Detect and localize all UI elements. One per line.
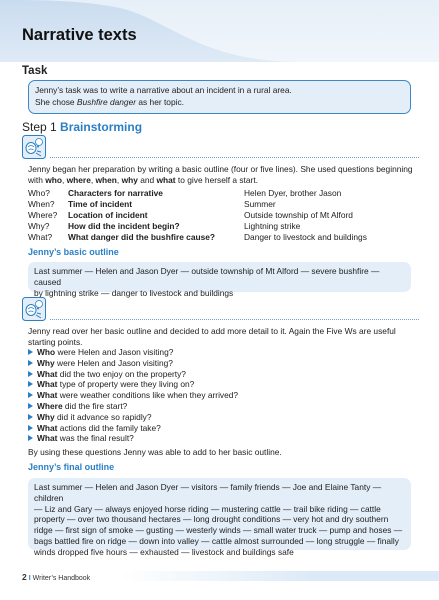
question-row: [28, 221, 418, 232]
page-footer: [22, 572, 90, 584]
book-title: Writer’s Handbook: [32, 575, 91, 582]
bullet-arrow-icon: [28, 381, 33, 387]
reread-line-2: starting points.: [28, 336, 83, 347]
list-item: Who were Helen and Jason visiting?: [28, 347, 418, 358]
task-line-2-prefix: She chose: [35, 96, 77, 107]
question-word: Who?: [28, 188, 50, 198]
task-heading: Task: [22, 65, 48, 77]
final-outline-line: winds dropped five hours — exhausted — livestock and buildings safe: [34, 546, 294, 557]
list-item: What actions did the family take?: [28, 423, 418, 434]
intro-line-1: Jenny began her preparation by writing a basic outline (four or five lines). She used questions beginning: [28, 164, 413, 174]
basic-outline-box: [28, 262, 411, 298]
brainstorm-icon: [22, 135, 46, 159]
footer-band: [120, 571, 439, 581]
task-line-2-suffix: as her topic.: [136, 96, 184, 107]
list-item: What was the final result?: [28, 433, 418, 444]
question-answer: Danger to livestock and buildings: [244, 232, 367, 242]
basic-outline-line-2: by lightning strike — danger to livestock and buildings: [34, 287, 234, 298]
list-item: Where did the fire start?: [28, 401, 418, 412]
final-outline-line: Last summer — Helen and Jason Dyer — visitors — family friends — Joe and Elaine Tanty — children: [34, 482, 382, 503]
bullet-arrow-icon: [28, 371, 33, 377]
question-word: Where?: [28, 210, 58, 220]
page-title: Narrative texts: [22, 26, 137, 44]
question-row: [28, 210, 418, 221]
intro-line-2: with who, where, when, why and what to give herself a start.: [28, 174, 258, 185]
question-word: Why?: [28, 221, 50, 231]
question-heading: What danger did the bushfire cause?: [68, 232, 216, 242]
question-heading: Characters for narrative: [68, 188, 163, 198]
task-topic: Bushfire danger: [76, 96, 137, 107]
questions-table: [28, 188, 418, 243]
question-heading: Location of incident: [68, 210, 148, 220]
question-heading: How did the incident begin?: [68, 221, 180, 231]
brainstorm-icon: [22, 297, 46, 321]
bullet-arrow-icon: [28, 403, 33, 409]
section-divider: [50, 319, 419, 320]
bullet-arrow-icon: [28, 425, 33, 431]
bullet-arrow-icon: [28, 349, 33, 355]
list-item: Why were Helen and Jason visiting?: [28, 358, 418, 369]
final-outline-box: [28, 478, 411, 557]
final-outline-line: bags battled fire on ridge — down into valley — cattle almost surrounded — long struggle — finally: [34, 535, 399, 546]
question-word: When?: [28, 199, 55, 209]
step-name: Brainstorming: [60, 120, 143, 134]
final-outline-line: — Liz and Gary — always enjoyed horse riding — mustering cattle — trail bike riding — cattle: [34, 503, 381, 514]
question-answer: Helen Dyer, brother Jason: [244, 188, 342, 198]
list-item: Why did it advance so rapidly?: [28, 412, 418, 423]
question-row: [28, 188, 418, 199]
step-number: Step 1: [22, 120, 57, 134]
question-answer: Lightning strike: [244, 221, 301, 231]
list-item: What were weather conditions like when they arrived?: [28, 390, 418, 401]
intro-paragraph: [28, 164, 418, 185]
question-answer: Summer: [244, 199, 276, 209]
question-word: What?: [28, 232, 53, 242]
question-row: [28, 199, 418, 210]
question-row: [28, 232, 418, 243]
task-line-1: Jenny’s task was to write a narrative about an incident in a rural area.: [35, 85, 292, 95]
final-outline-line: property — over two thousand hectares — long drought conditions — very hot and dry southern: [34, 514, 389, 525]
five-ws-list: [28, 347, 418, 444]
bullet-arrow-icon: [28, 392, 33, 398]
list-item: What type of property were they living on?: [28, 379, 418, 390]
bullet-arrow-icon: [28, 435, 33, 441]
final-outline-heading: Jenny’s final outline: [28, 462, 115, 472]
list-item: What did the two enjoy on the property?: [28, 369, 418, 380]
step-divider: [50, 157, 419, 158]
task-line-2: [35, 97, 404, 109]
bullet-arrow-icon: [28, 414, 33, 420]
footer-separator: I: [28, 575, 31, 582]
step-heading: [22, 120, 142, 135]
task-box: [28, 80, 411, 114]
basic-outline-heading: Jenny’s basic outline: [28, 247, 119, 257]
question-answer: Outside township of Mt Alford: [244, 210, 353, 220]
final-outline-line: ridge — first sign of smoke — gusting — westerly winds — small water truck — pump and hoses —: [34, 525, 403, 536]
bullet-arrow-icon: [28, 360, 33, 366]
page-number: 2: [22, 572, 27, 582]
after-bullets-text: By using these questions Jenny was able to add to her basic outline.: [28, 447, 282, 457]
question-heading: Time of incident: [68, 199, 133, 209]
basic-outline-line-1: Last summer — Helen and Jason Dyer — outside township of Mt Alford — severe bushfire — caused: [34, 266, 380, 287]
reread-paragraph: [28, 326, 418, 347]
reread-line-1: Jenny read over her basic outline and decided to add more detail to it. Again the Five Ws are useful: [28, 326, 396, 336]
